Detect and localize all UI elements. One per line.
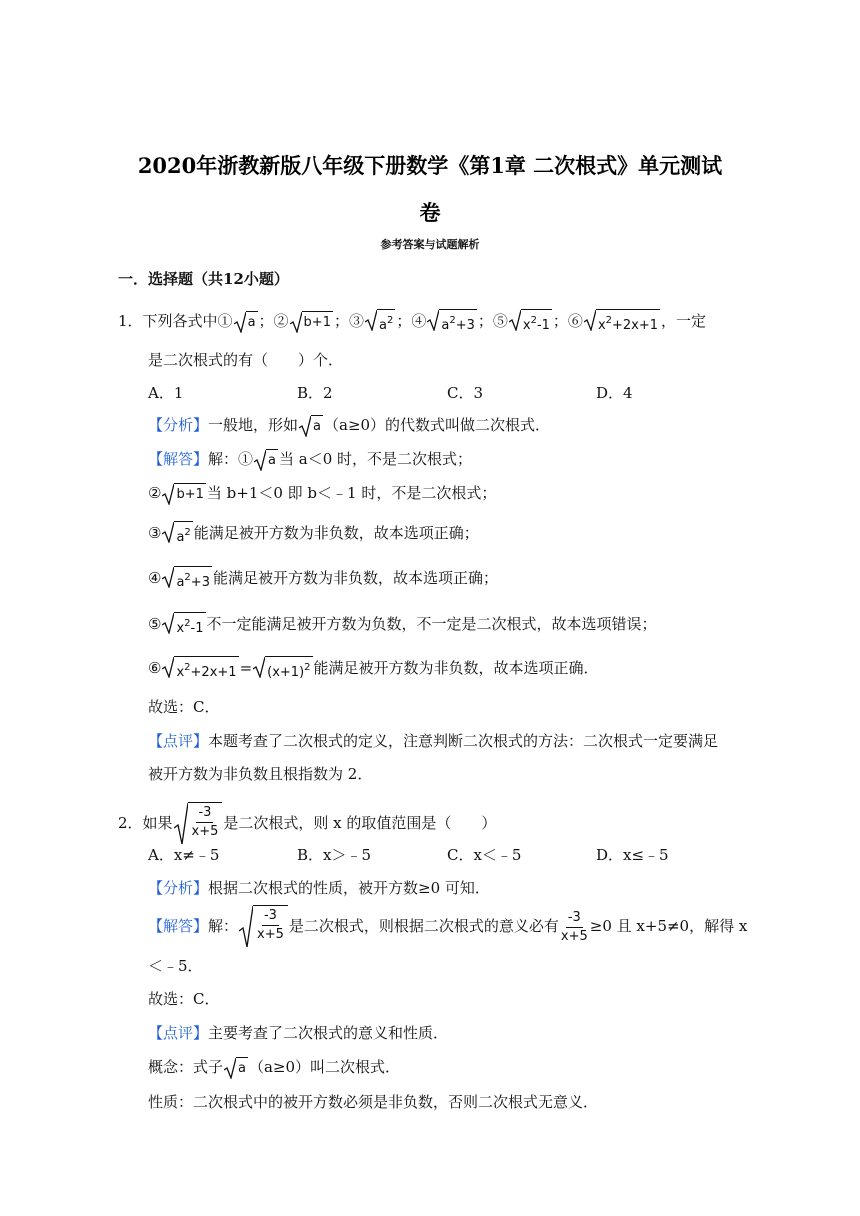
q1-answer-line1: 【解答】解：① a 当 a＜0 时，不是二次根式；	[148, 448, 472, 471]
q1-option-b: B．2	[297, 384, 333, 402]
q2-option-c: C．x＜﹣5	[447, 846, 522, 864]
radical-b-plus-1: b+1	[290, 311, 333, 333]
document-title-line1: 2020年浙教新版八年级下册数学《第1章 二次根式》单元测试	[137, 153, 723, 178]
q2-choice: 故选：C．	[148, 990, 220, 1008]
q1-answer-line4: ④ $a^2+3$ 能满足被开方数为非负数，故本选项正确；	[148, 566, 498, 592]
q1-option-d: D．4	[596, 384, 633, 402]
q1-stem-line1: 1．下列各式中① a ；② b+1 ；③ $a^2$ ；④ $a^2+3$ ；⑤ $x^2-1$ ；⑥ $x^2+2x+1$ ，一定	[118, 309, 706, 335]
q1-answer-line2: ② b+1 当 b+1＜0 即 b＜﹣1 时，不是二次根式；	[148, 482, 496, 505]
q1-answer-line6: ⑥ $x^2+2x+1$ = $(x+1)^2$ 能满足被开方数为非负数，故本选项正确．	[148, 656, 599, 682]
analysis-tag: 【分析】	[148, 416, 209, 434]
q1-comment-line2: 被开方数为非负数且根指数为 2．	[148, 765, 373, 783]
q2-concept: 概念：式子 a （a≥0）叫二次根式．	[148, 1056, 400, 1079]
q2-analysis: 【分析】根据二次根式的性质，被开方数≥0 可知．	[148, 879, 490, 897]
q2-answer-line1: 【解答】解： $\frac{-3}{x+5}$ 是二次根式，则根据二次根式的意义必有 $\frac{-3}{x+5}$ ≥0 且 x+5≠0，解得 x	[148, 905, 747, 949]
q1-stem-line2: 是二次根式的有（ ）个．	[148, 351, 344, 369]
radical-a: a	[254, 449, 278, 471]
answer-tag: 【解答】	[148, 450, 209, 468]
radical-fraction: $\frac{-3}{x+5}$	[174, 802, 223, 846]
q2-option-b: B．x＞﹣5	[297, 846, 372, 864]
radical-x-squared-minus-1: $x^2-1$	[162, 612, 205, 638]
radical-b-plus-1: b+1	[162, 483, 205, 505]
q2-option-d: D．x≤﹣5	[596, 846, 669, 864]
radical-a-squared-plus-3: $a^2+3$	[427, 309, 477, 335]
radical-a: a	[299, 415, 323, 437]
radical-a-squared-plus-3: $a^2+3$	[162, 566, 212, 592]
radical-a-squared: $a^2$	[162, 521, 192, 547]
q2-stem: 2．如果 $\frac{-3}{x+5}$ 是二次根式，则 x 的取值范围是（ ）	[118, 802, 496, 846]
comment-tag: 【点评】	[148, 732, 209, 750]
q2-option-a: A．x≠﹣5	[148, 846, 220, 864]
q1-answer-line5: ⑤ $x^2-1$ 不一定能满足被开方数为负数，不一定是二次根式，故本选项错误；	[148, 612, 657, 638]
q1-option-a: A．1	[148, 384, 184, 402]
q1-option-c: C．3	[447, 384, 484, 402]
radical-x-plus-1-squared: $(x+1)^2$	[253, 656, 312, 682]
radical-x-squared-plus-2x-plus-1: $x^2+2x+1$	[584, 309, 660, 335]
fraction: $\frac{-3}{x+5}$	[560, 909, 588, 944]
q1-analysis: 【分析】一般地，形如 a （a≥0）的代数式叫做二次根式．	[148, 414, 550, 437]
document-subtitle: 参考答案与试题解析	[380, 238, 480, 251]
analysis-tag: 【分析】	[148, 879, 209, 897]
section-heading: 一．选择题（共12小题）	[118, 270, 289, 288]
q1-choice: 故选：C．	[148, 698, 220, 716]
document-title-line2: 卷	[419, 200, 441, 225]
q1-comment-line1: 【点评】本题考查了二次根式的定义，注意判断二次根式的方法：二次根式一定要满足	[148, 732, 719, 750]
radical-a-squared: $a^2$	[365, 309, 395, 335]
q1-lead: 1．下列各式中	[118, 312, 218, 330]
q1-answer-line3: ③ $a^2$ 能满足被开方数为非负数，故本选项正确；	[148, 521, 479, 547]
answer-tag: 【解答】	[148, 917, 209, 935]
q2-comment: 【点评】主要考查了二次根式的意义和性质．	[148, 1024, 449, 1042]
q2-answer-line2: ＜﹣5．	[148, 957, 203, 975]
radical-a: a	[224, 1057, 248, 1079]
radical-x-squared-plus-2x-plus-1: $x^2+2x+1$	[162, 656, 238, 682]
radical-x-squared-minus-1: $x^2-1$	[509, 309, 552, 335]
radical-fraction: $\frac{-3}{x+5}$	[239, 905, 288, 949]
comment-tag: 【点评】	[148, 1024, 209, 1042]
radical-a: a	[234, 311, 258, 333]
q2-property: 性质：二次根式中的被开方数必须是非负数，否则二次根式无意义．	[148, 1093, 599, 1111]
